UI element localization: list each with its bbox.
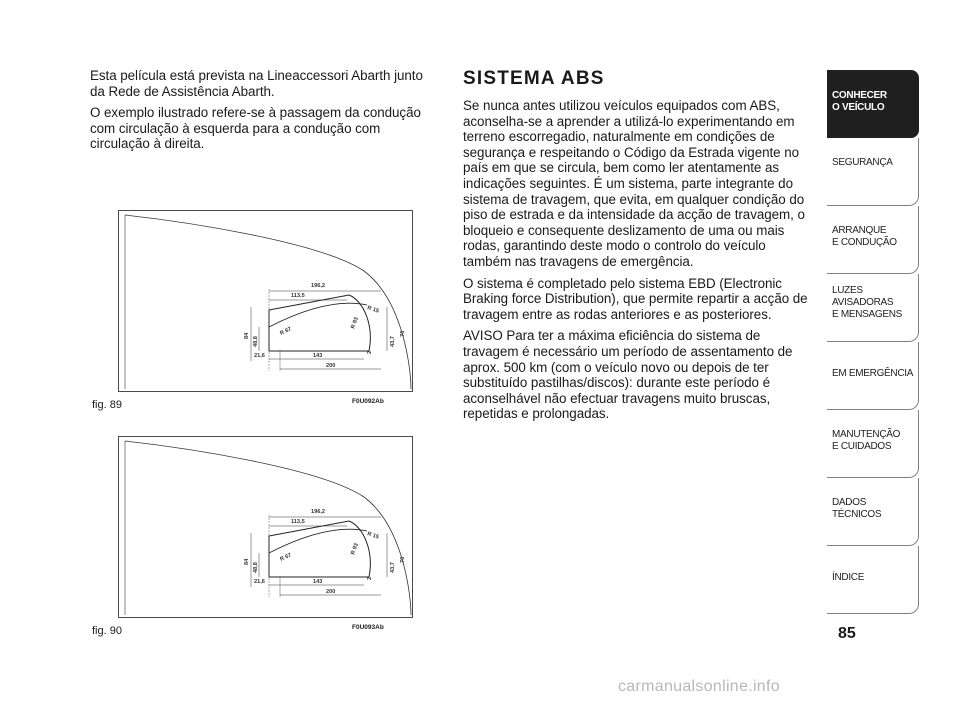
radius-93: R 93 — [350, 542, 360, 556]
radius-15: R 15 — [366, 305, 380, 315]
abs-paragraph-1: Se nunca antes utilizou veículos equipados com ABS, aconselha-se a aprender a utilizá-lo experimentando em terreno escorregadio, naturalmente em condições de segurança e respeitando o Código da Estrada vigente no país em que se circula, bem como ler atentamente as indicações seguintes. É um sistema, parte integrante do sistema de travagem, que evita, em qualquer condição do piso de estrada e da intensidade da acção de travagem, o bloqueio e consequente deslizamento de uma ou mais rodas, garantindo deste modo o controlo do veículo também nas travagens de emergência. — [463, 98, 805, 269]
dim-84: 84 — [244, 558, 250, 565]
tab-seguranca[interactable] — [827, 138, 919, 206]
tab-label-line: LUZES — [832, 285, 863, 296]
dim-143: 143 — [313, 579, 323, 585]
radius-93: R 93 — [350, 316, 360, 330]
dim-21: 21,6 — [254, 579, 265, 585]
tab-label-line: AVISADORAS — [832, 297, 894, 308]
tab-indice[interactable] — [827, 546, 919, 614]
tab-label-line: E CUIDADOS — [832, 441, 892, 452]
tab-label-line: MANUTENÇÃO — [832, 429, 901, 440]
tab-label-line: ARRANQUE — [832, 225, 887, 236]
figure-89-diagram — [118, 210, 413, 392]
abs-paragraph-2: O sistema é completado pelo sistema EBD (Electronic Braking force Distribution), que permite repartir a acção de travagem entre as rodas anteriores e as posteriores. — [463, 275, 808, 322]
dim-143: 143 — [313, 353, 323, 359]
tab-label-line: E MENSAGENS — [832, 309, 903, 320]
tab-dados-tecnicos[interactable] — [827, 478, 919, 546]
watermark: carmanualsonline.info — [618, 678, 780, 695]
dim-2: 2 — [367, 350, 373, 354]
left-column — [90, 68, 440, 158]
chapter-sidebar — [827, 70, 919, 614]
tab-conhecer-o-veiculo[interactable] — [827, 70, 919, 138]
abs-paragraph-3: AVISO Para ter a máxima eficiência do sistema de travagem é necessário um período de assentamento de aprox. 500 km (com o veículo novo ou depois de ter substituído pastilhas/discos): durante este período é aconselhável não efectuar travagens muito bruscas, repetidas e prolongadas. — [463, 328, 793, 422]
dim-76: 76 — [400, 556, 406, 563]
tab-label-line: CONHECER — [832, 90, 887, 101]
dim-196: 196,2 — [311, 509, 325, 515]
tab-label-line: SEGURANÇA — [832, 157, 893, 168]
tab-luzes-avisadoras[interactable] — [827, 274, 919, 342]
dim-84: 84 — [244, 332, 250, 339]
tab-label-line: EM EMERGÊNCIA — [832, 368, 914, 379]
tab-label-line: DADOS — [832, 497, 867, 508]
tab-label-line: E CONDUÇÃO — [832, 237, 897, 248]
page-number: 85 — [838, 625, 856, 642]
dim-76: 76 — [400, 330, 406, 337]
tab-label-line: TÉCNICOS — [832, 509, 882, 520]
tab-label-line: O VEÍCULO — [832, 102, 885, 113]
dim-200: 200 — [326, 589, 336, 595]
tab-manutencao-e-cuidados[interactable] — [827, 410, 919, 478]
figure-90-diagram — [118, 436, 413, 618]
dim-48: 48,8 — [253, 562, 259, 573]
dim-21: 21,6 — [254, 353, 265, 359]
figure-90-caption: fig. 90 — [92, 625, 122, 637]
dim-48: 48,8 — [253, 336, 259, 347]
dim-43: 43,7 — [390, 336, 396, 347]
radius-67: R 67 — [279, 552, 293, 563]
windshield-film-diagram — [119, 211, 412, 391]
radius-67: R 67 — [279, 326, 293, 337]
dim-43: 43,7 — [390, 562, 396, 573]
figure-90-code: F0U093Ab — [352, 624, 384, 631]
right-column — [463, 68, 815, 428]
intro-paragraph-2: O exemplo ilustrado refere-se à passagem da condução com circulação à esquerda para a condução com circulação à direita. — [90, 105, 421, 152]
tab-em-emergencia[interactable] — [827, 342, 919, 410]
dim-113: 113,5 — [291, 293, 305, 299]
radius-15: R 15 — [366, 531, 380, 541]
dim-200: 200 — [326, 363, 336, 369]
figure-89-caption: fig. 89 — [92, 399, 122, 411]
dim-196: 196,2 — [311, 283, 325, 289]
windshield-film-diagram — [119, 437, 412, 617]
dim-113: 113,5 — [291, 519, 305, 525]
dim-2: 2 — [367, 576, 373, 580]
tab-arranque-e-conducao[interactable] — [827, 206, 919, 274]
tab-label-line: ÍNDICE — [832, 572, 865, 583]
section-title: SISTEMA ABS — [463, 68, 605, 89]
intro-paragraph-1: Esta película está prevista na Lineaccessori Abarth junto da Rede de Assistência Abarth. — [90, 68, 423, 99]
figure-89-code: F0U092Ab — [352, 398, 384, 405]
